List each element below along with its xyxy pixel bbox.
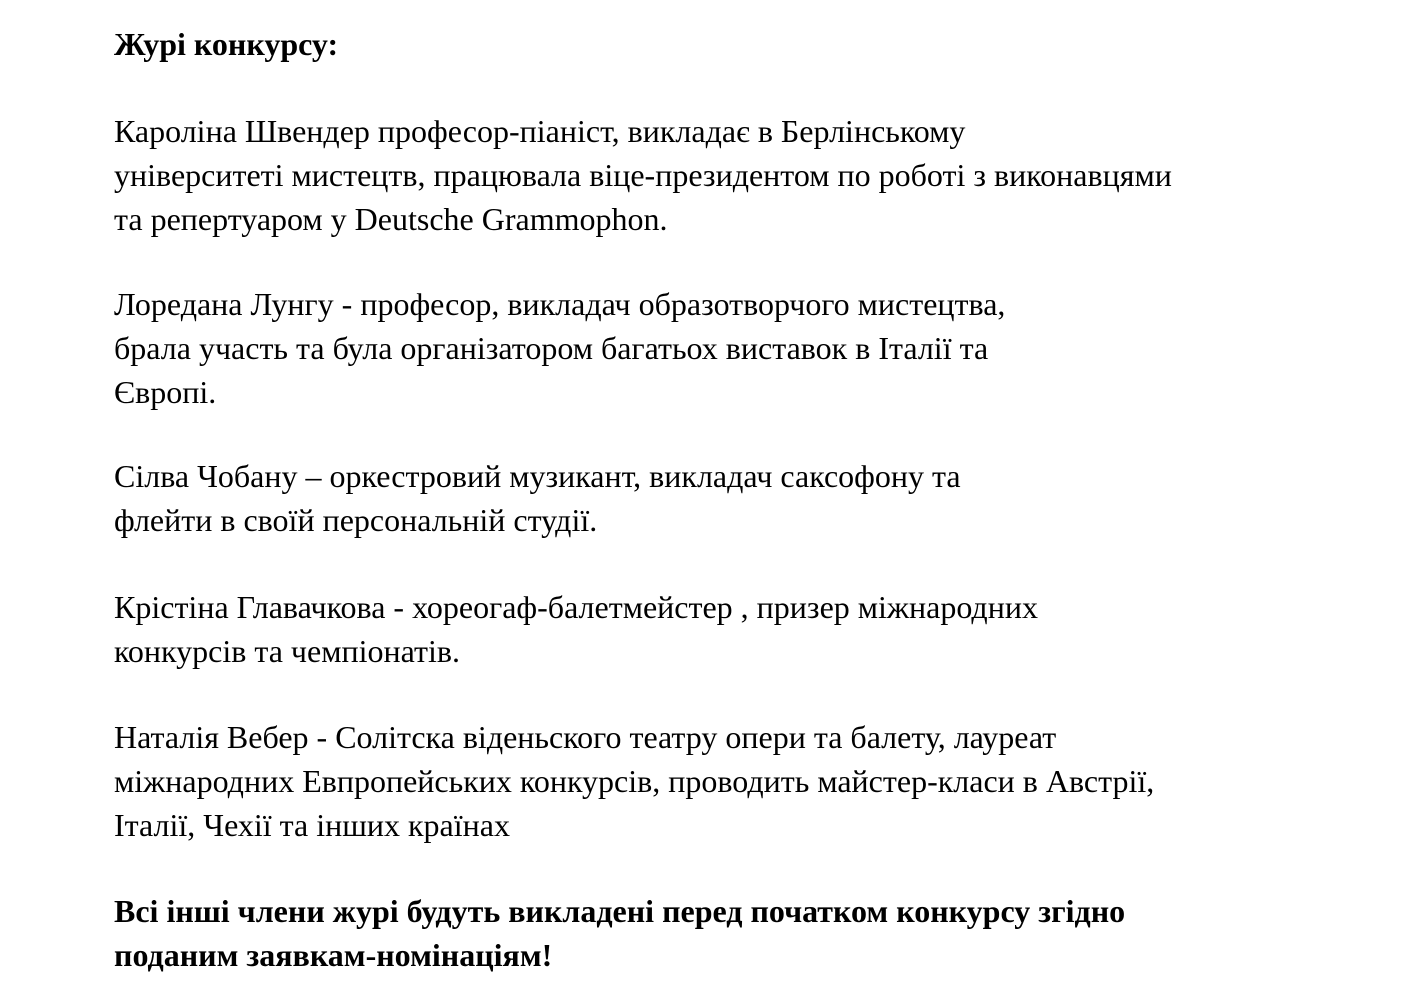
- text-line: Європі.: [114, 374, 217, 410]
- jury-member-hlavackova: [114, 585, 1038, 673]
- text-line: флейти в своїй персональній студії.: [114, 502, 598, 538]
- text-line: та репертуаром у Deutsche Grammophon.: [114, 201, 668, 237]
- closing-note: [114, 889, 1125, 977]
- text-line: міжнародних Евпропейських конкурсів, проводить майстер-класи в Австрії,: [114, 763, 1155, 799]
- text-line: Всі інші члени журі будуть викладені перед початком конкурсу згідно: [114, 893, 1126, 929]
- jury-heading: Журі конкурсу:: [114, 26, 339, 62]
- text-line: університеті мистецтв, працювала віце-президентом по роботі з виконавцями: [114, 157, 1172, 193]
- jury-member-schwender: [114, 109, 1172, 241]
- text-line: конкурсів та чемпіонатів.: [114, 633, 460, 669]
- text-line: брала участь та була організатором багатьох виставок в Італії та: [114, 330, 989, 366]
- text-line: Лоредана Лунгу - професор, викладач образотворчого мистецтва,: [114, 286, 1006, 322]
- text-line: Наталія Вебер - Солітска віденьского театру опери та балету, лауреат: [114, 719, 1057, 755]
- text-line: Італії, Чехії та інших країнах: [114, 807, 510, 843]
- jury-member-chobanu: [114, 454, 961, 542]
- text-line: Крістіна Главачкова - хореогаф-балетмейстер , призер міжнародних: [114, 589, 1038, 625]
- jury-member-weber: [114, 715, 1154, 847]
- text-line: поданим заявкам-номінаціям!: [114, 937, 553, 973]
- text-line: Сілва Чобану – оркестровий музикант, викладач саксофону та: [114, 458, 961, 494]
- jury-member-lungu: [114, 282, 1005, 414]
- text-line: Кароліна Швендер професор-піаніст, викладає в Берлінському: [114, 113, 966, 149]
